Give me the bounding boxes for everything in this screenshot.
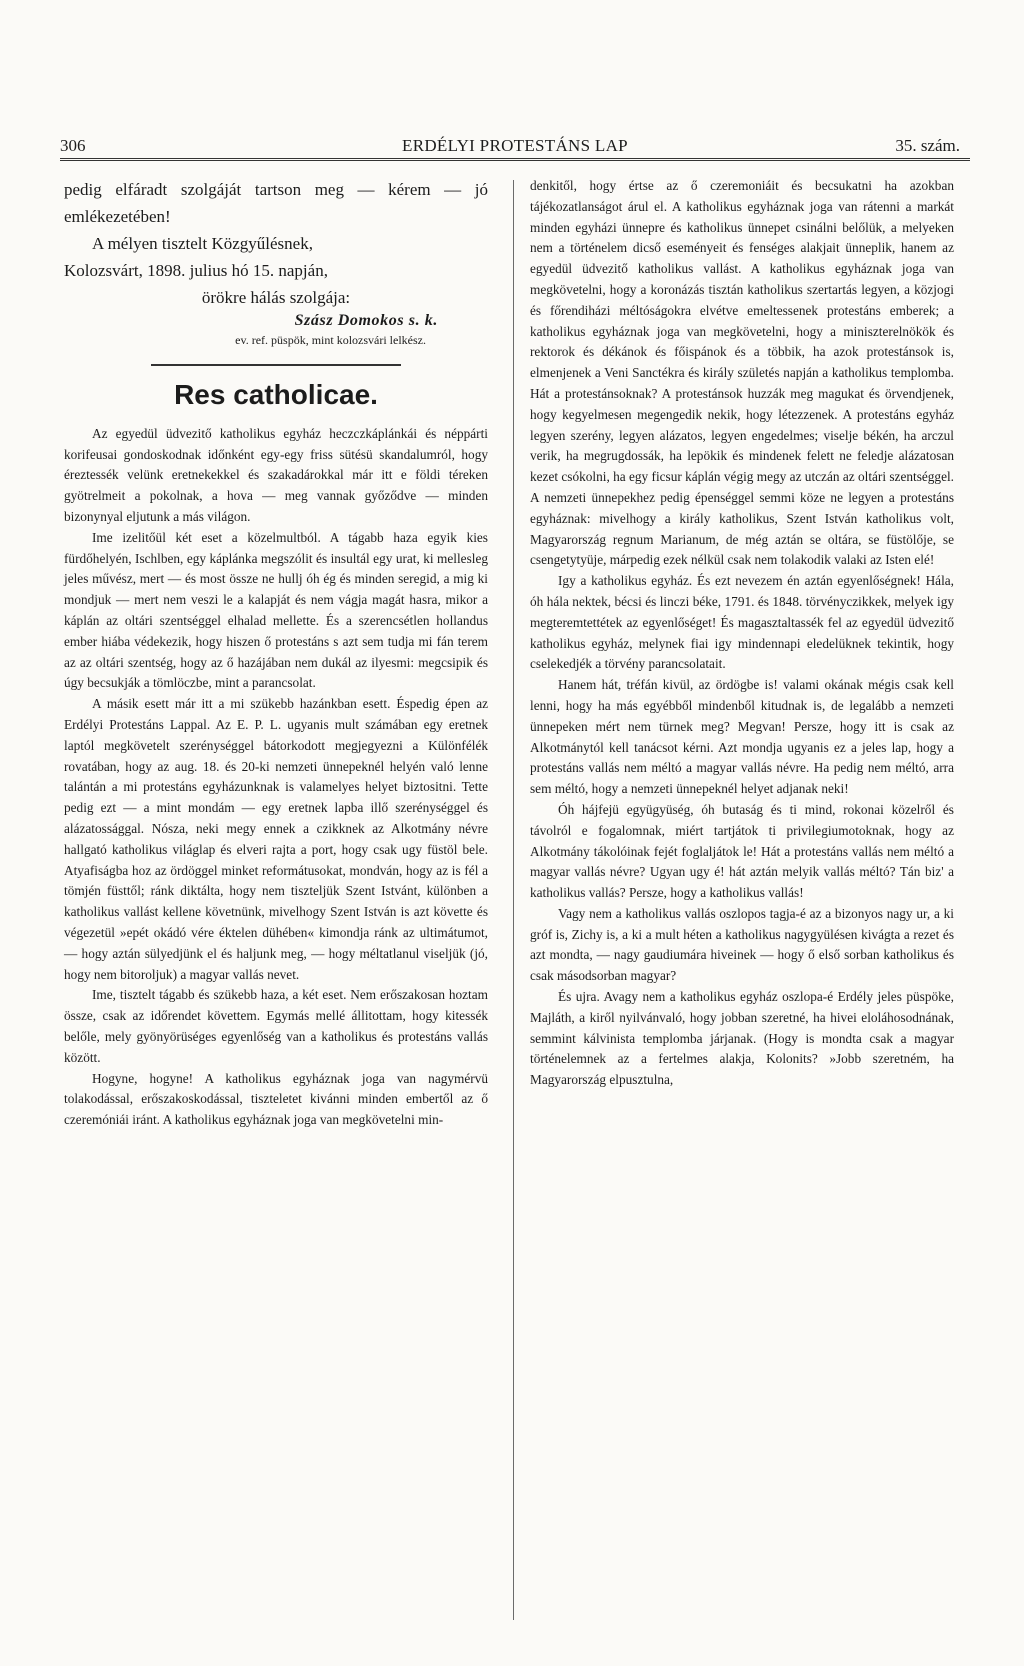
letter-addressee: A mélyen tisztelt Közgyűlésnek,	[92, 234, 313, 253]
right-column	[530, 176, 954, 1091]
page-number: 306	[60, 136, 86, 155]
letter-valediction: örökre hálás szolgája:	[201, 288, 351, 307]
article-paragraph: Ime izelitőül két eset a közelmultból. A tágabb haza egyik kies fürdőhelyén, Ischlben, egy káplánka megszólit és insultál egy urat, ki mellesleg jeles művész, mert — és most össze ne hullj óh ég és minden seregid, a mig ki mondjuk — mert nem veszi le a kalapját és nem vágja magát hasra, mikor a káplán az oltári szentséggel elhalad mellette. És a szerencsétlen hollandus ember hiába védekezik, hogy hiszen ő protestáns s azt sem tudja mi fán terem az az oltári szentség, hogy az ő hazájában nem dukál az ilyesmi: megcsipik és úgy becsukják a tömlöczbe, mint a parancsolat.	[64, 529, 488, 691]
signature-role: ev. ref. püspök, mint kolozsvári lelkész.	[235, 332, 426, 347]
left-column	[64, 176, 488, 1131]
article-paragraph: Ime, tisztelt tágabb és szükebb haza, a két eset. Nem erőszakosan hoztam össze, csak az időrendet követtem. Egymás mellé állitottam, hogy kitessék belőle, mely gyönyörüséges egyenlőség van a katholikus és protestáns vallás között.	[64, 987, 488, 1065]
letter-dateline: Kolozsvárt, 1898. julius hó 15. napján,	[64, 261, 328, 280]
article-paragraph: denkitől, hogy értse az ő czeremoniáit és becsukatni ha azokban tájékozatlanságot árul el. A katholikus egyháznak joga van rátenni a markát minden egyházi ünnepre és katholikus ünnepet csinálni belőlük, a melyeken nem a történelem dicső eseményeit és fenséges alakjait ünneplik, hanem az egyedül üdvezitő katholikus vallást. A katholikus egyháznak joga van megkövetelni, hogy a koronázás tisztán katholikus szertartás legyen, a közjogi és főrendiházi méltóságokra elvétve emeltessenek protestáns emberek; a katholikus egyháznak joga van megkövetelni, hogy a miniszterelnökök és rektorok és dékánok és főispánok és a többik, ha azok protestánsok is, elmenjenek a Veni Sanctékra és király születés napján a katholikus templomba. Hát a protestánsoknak? A protestánsok huzzák meg magukat és örvendjenek, hogy kegyelmesen megengedik nekik, hogy létezzenek. A protestáns egyház legyen szerény, legyen alázatos, legyen engedelmes; viselje békén, ha arczul verik, ha megrugdossák, ha lepökik és mindenek felett ne feledje alázatosan kezet csókolni, ha egy ficsur káplán végig megy az utczán az oltári szentséggel. A nemzeti ünnepekhez pedig épenséggel semmi köze ne legyen a protestáns egyháznak: mivelhogy a király katholikus, Szent István katholikus volt, Magyarország regnum Marianum, de még aztán se oltára, se füstölője, se csengetytyüje, márpedig ezek nélkül csak nem tolakodik valaki az Isten elé!	[530, 178, 954, 568]
article-paragraph: Óh hájfejü együgyüség, óh butaság és ti mind, rokonai közelről és távolról e fogalomnak, miért tartjátok ti privilegiumotoknak, hogy az Alkotmány tákolóinak fejét foglaljátok le! Hát a protestáns vallás nem méltó a magyar vallás névre? Ugyan ugy é! hát aztán melyik vallás méltó? Tán biz' a katholikus vallás? Persze, hogy a katholikus vallás!	[530, 801, 954, 901]
article-title: Res catholicae.	[174, 378, 378, 410]
signature-name: Szász Domokos s. k.	[294, 312, 438, 329]
article-paragraph: Az egyedül üdvezitő katholikus egyház heczczkáplánkái és néppárti korifeusai gondoskodnak időnként egy-egy friss sütésü skandalumról, hogy éreztessék velünk eretnekekkel és szakadárokkal már itt e földi téreken gyötrelmeit a pokolnak, a hova — meg vannak győződve — minden bizonynyal eljutunk a más világon.	[64, 425, 488, 524]
article-paragraph: A másik esett már itt a mi szükebb hazánkban esett. Éspedig épen az Erdélyi Protestáns Lappal. Az E. P. L. ugyanis mult számában egy eretnek laptól megkövetelt szerénységgel bátorkodott megjegyezni a Különfélék rovatában, hogy az aug. 18. és 20-ki nemzeti ünnepeknél helyén való lenne talántán a mi protestáns egyházunknak is valamelyes helyet biztositni. Tette pedig ezt — a mint mondám — egy eretnek lapba illő szerénységgel és alázatossággal. Nósza, neki megy ennek a czikknek az Alkotmány névre hallgató katholikus világlap és elveri rajta a port, hogy csak ugy füstöl bele. Atyafiságba hoz az ördöggel minket reformátusokat, mondván, hogy az is fél a tömjén füsttől; ránk diktálta, hogy nem tiszteljük Szent Istvánt, különben a katholikus vallást kellene követnünk, mivelhogy Szent István is azt követte és végezetül »epét okádó vére éktelen dühében« kimondja ránk az ultimátumot, — hogy aztán sülyedjünk el és haljunk meg, — hogy méltatlanul viseljük (jó, hogy nem bitoroljuk) a magyar vallás nevet.	[64, 696, 488, 982]
issue-number: 35. szám.	[895, 136, 960, 155]
article-paragraph: Hogyne, hogyne! A katholikus egyháznak joga van nagymérvü tolakodással, erőszakoskodással, tiszteletet kivánni minden embertől az ő czeremóniái iránt. A katholikus egyháznak joga van megkövetelni min-	[64, 1070, 488, 1128]
header-rule	[60, 158, 970, 161]
journal-title: ERDÉLYI PROTESTÁNS LAP	[402, 136, 628, 155]
column-divider	[513, 180, 514, 1620]
article-paragraph: Hanem hát, tréfán kivül, az ördögbe is! valami okának mégis csak kell lenni, hogy ha más egyébből mindenből kitudnak is, de legalább a nemzeti ünnepeken mért nem türnek meg? Megvan! Persze, hogy itt is csak az Alkotmánytól kell tanácsot kérni. Azt mondja ugyanis ez a jeles lap, hogy a protestáns vallás nem méltó a magyar vallás névre. Ha pedig nem méltó, arra sem méltó, hogy a nemzeti ünnepeknél helyet adjanak neki!	[530, 677, 954, 797]
article-paragraph: Vagy nem a katholikus vallás oszlopos tagja-é az a bizonyos nagy ur, a ki gróf is, Zichy is, a ki a mult héten a katholikus nagygyülésen kivágta a rezet és azt mondta, — nagy gaudiumára hiveinek — hogy ő első sorban katholikus és csak másodsorban magyar?	[530, 905, 954, 984]
article-paragraph: Igy a katholikus egyház. És ezt nevezem én aztán egyenlőségnek! Hála, óh hála nektek, bécsi és linczi béke, 1791. és 1848. törvényczikkek, melyek igy megteremtettétek az egyenlőséget! És magasztaltassék fel az egyedül üdvezitő katholikus egyház, melynek fiai igy mindennapi eledelüknek tekintik, hogy cselekedjék a törvény parancsolatait.	[530, 573, 954, 672]
section-divider	[151, 364, 401, 366]
article-paragraph: És ujra. Avagy nem a katholikus egyház oszlopa-é Erdély jeles püspöke, Majláth, a kiről nyilvánvaló, hogy jobban szeretné, ha hivei eloláhosodnának, semmint kálvinista templomba járjanak. (Hogy is mondta csak a magyar történelemnek az a fertelmes alakja, Kolonits? »Jobb szeretném, ha Magyarország elpusztulna,	[530, 989, 954, 1088]
letter-closing-line: pedig elfáradt szolgáját tartson meg — kérem — jó emlékezetében!	[64, 180, 488, 226]
